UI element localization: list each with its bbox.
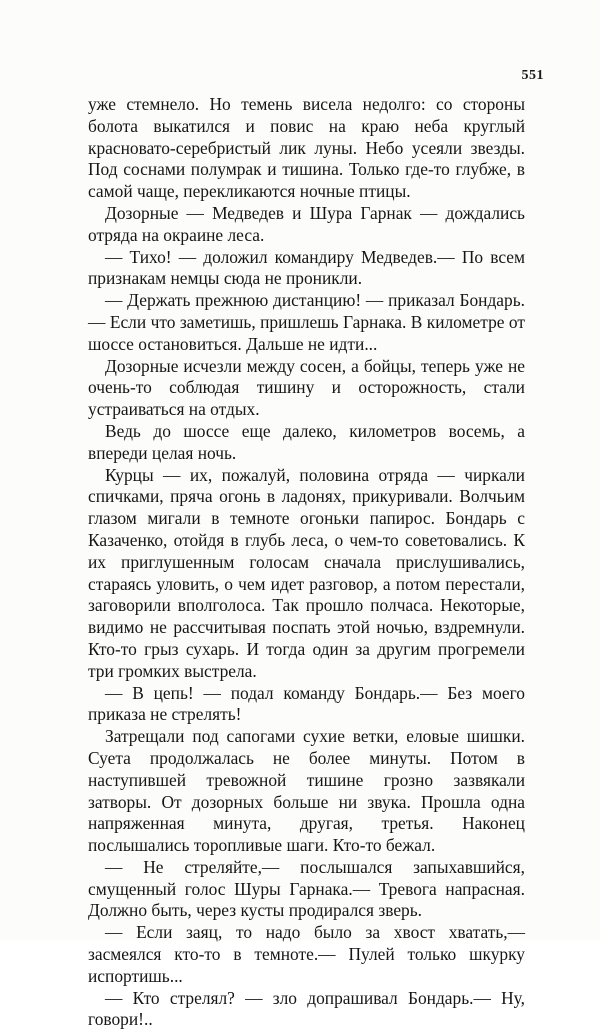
paragraph: Затрещали под сапогами сухие ветки, еловые шишки. Суета продолжалась не более минуты. Потом в наступившей тревожной тишине грозно зазвякали затворы. От дозорных больше ни звука. Прошла одна напряженная минута, другая, третья. Наконец послышались торопливые шаги. Кто-то бежал. bbox=[88, 726, 525, 856]
paragraph: Курцы — их, пожалуй, половина отряда — чиркали спичками, пряча огонь в ладонях, прикуривали. Волчьим глазом мигали в темноте огоньки папирос. Бондарь с Казаченко, отойдя в глубь леса, о чем-то советовались. К их приглушенным голосам сначала прислушивались, стараясь уловить, о чем идет разговор, а потом перестали, заговорили вполголоса. Так прошло полчаса. Некоторые, видимо не рассчитывая поспать этой ночью, вздремнули. Кто-то грыз сухарь. И тогда один за другим прогремели три громких выстрела. bbox=[88, 464, 525, 681]
page-number: 551 bbox=[521, 68, 544, 83]
paragraph: Дозорные исчезли между сосен, а бойцы, теперь уже не очень-то соблюдая тишину и осторожность, стали устраиваться на отдых. bbox=[88, 355, 525, 420]
paragraph: — Держать прежнюю дистанцию! — приказал Бондарь.— Если что заметишь, пришлешь Гарнака. В километре от шоссе остановиться. Дальше не идти... bbox=[88, 290, 525, 354]
paragraph: — Не стреляйте,— послышался запыхавшийся, смущенный голос Шуры Гарнака.— Тревога напрасная. Должно быть, через кусты продирался зверь. bbox=[88, 856, 525, 921]
paragraph: уже стемнело. Но темень висела недолго: со стороны болота выкатился и повис на краю неба круглый красновато-серебристый лик луны. Небо усеяли звезды. Под соснами полумрак и тишина. Только где-то глубже, в самой чаще, перекликаются ночные птицы. bbox=[88, 94, 525, 202]
paragraph: — Если заяц, то надо было за хвост хватать,— засмеялся кто-то в темноте.— Пулей только шкурку испортишь... bbox=[88, 922, 525, 986]
paragraph: — Тихо! — доложил командиру Медведев.— По всем признакам немцы сюда не проникли. bbox=[88, 246, 525, 289]
paragraph: Ведь до шоссе еще далеко, километров восемь, а впереди целая ночь. bbox=[88, 420, 525, 463]
paragraph: — В цепь! — подал команду Бондарь.— Без моего приказа не стрелять! bbox=[88, 682, 525, 725]
paragraph: Дозорные — Медведев и Шура Гарнак — дождались отряда на окраине леса. bbox=[88, 202, 525, 245]
paragraph: — Кто стрелял? — зло допрашивал Бондарь.— Ну, говори!.. bbox=[88, 987, 525, 1030]
body-text bbox=[88, 94, 525, 1031]
